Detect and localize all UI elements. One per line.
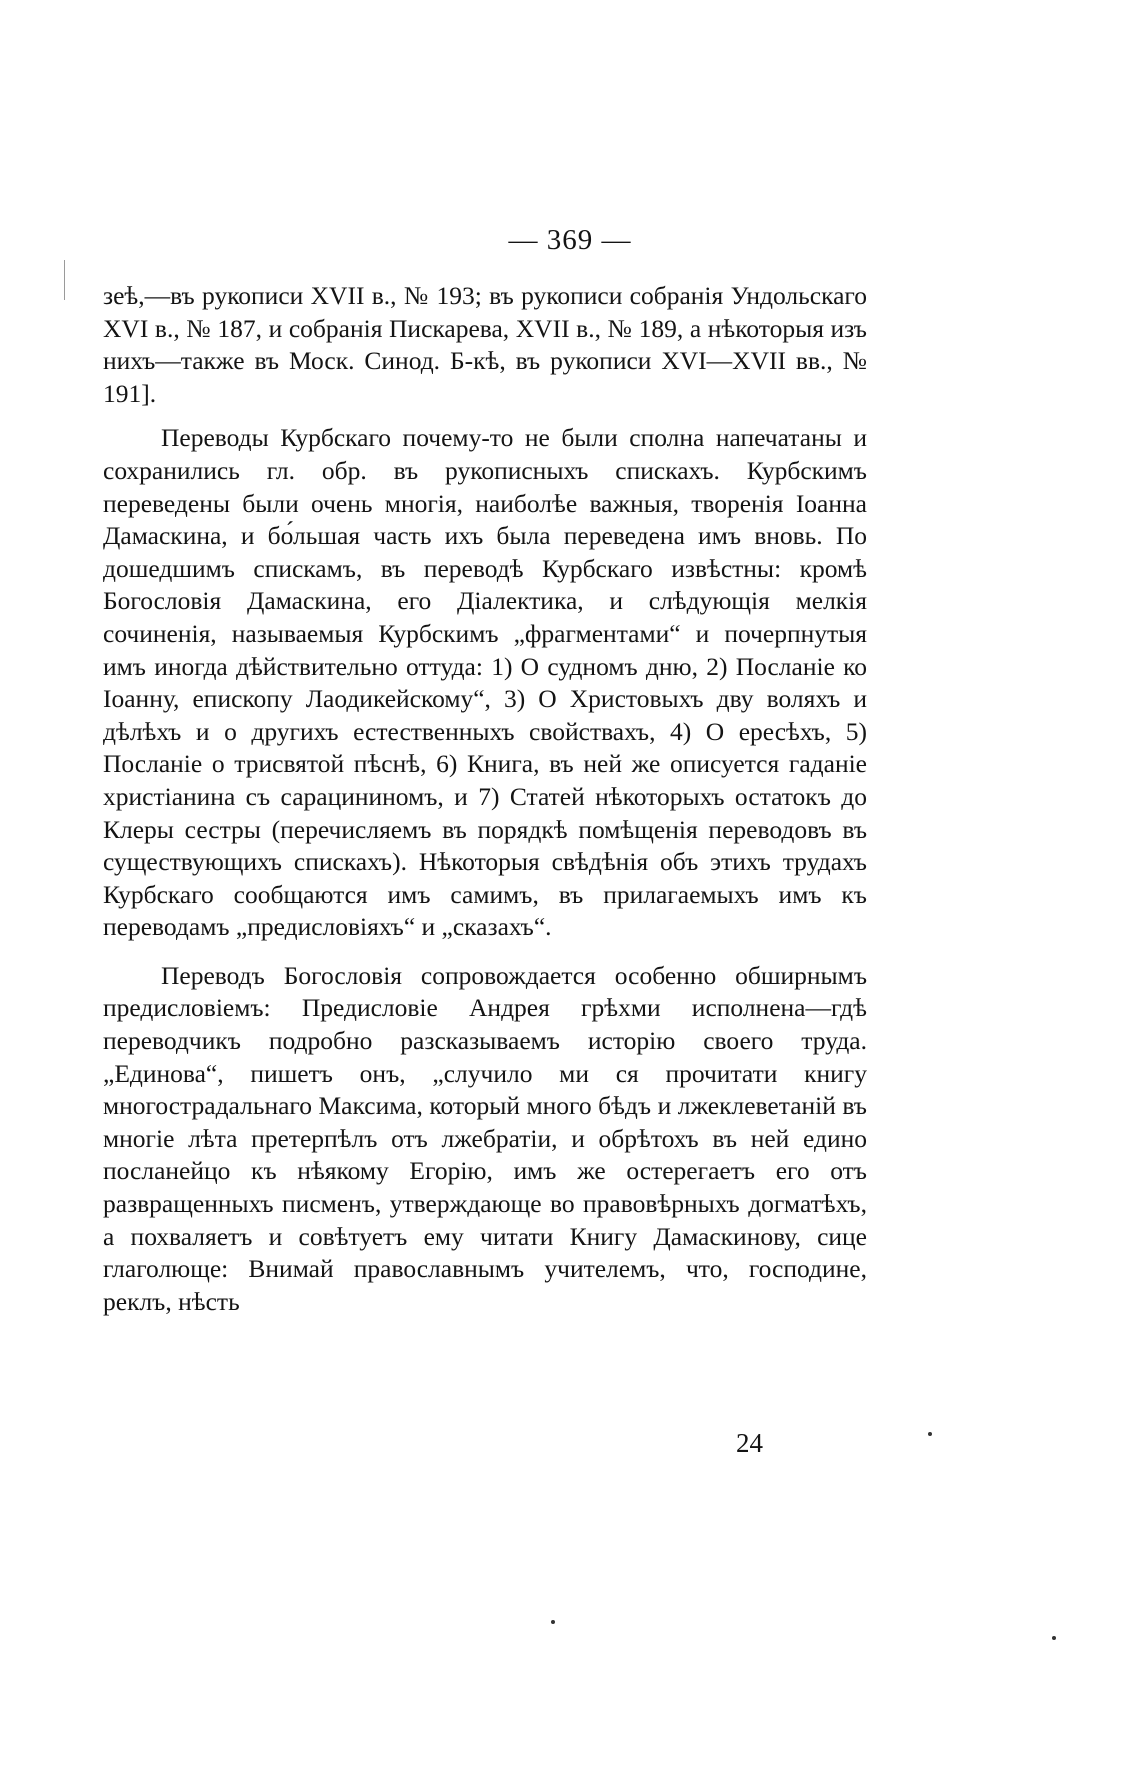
paragraph-continuation: зеѣ,—въ рукописи XVII в., № 193; въ рукописи собранія Ундольскаго XVI в., № 187, и собранія Пискарева, XVII в., № 189, а нѣкоторыя изъ нихъ—также въ Моск. Синод. Б-кѣ, въ рукописи XVI—XVII вв., № 191]. [103,281,867,408]
paragraph-translations: Переводы Курбскаго почему-то не были сполна напечатаны и сохранились гл. обр. въ рукописныхъ спискахъ. Курбскимъ переведены были очень многія, наиболѣе важныя, творенія Іоанна Дамаскина, и бо́льшая часть ихъ была переведена имъ вновь. По дошедшимъ спискамъ, въ переводѣ Курбскаго извѣстны: кромѣ Богословія Дамаскина, его Діалектика, и слѣдующія мелкія сочиненія, называемыя Курбскимъ „фрагментами“ и почерпнутыя имъ иногда дѣйствительно оттуда: 1) О судномъ дню, 2) Посланіе ко Іоанну, епископу Лаодикейскому“, 3) О Христовыхъ дву воляхъ и дѣлѣхъ и о другихъ естественныхъ свойствахъ, 4) О ересѣхъ, 5) Посланіе о трисвятой пѣснѣ, 6) Книга, въ ней же описуется гаданіе христіанина съ сарацининомъ, и 7) Статей нѣкоторыхъ остатокъ до Клеры сестры (перечисляемъ въ порядкѣ помѣщенія переводовъ въ существующихъ спискахъ). Нѣкоторыя свѣдѣнія объ этихъ трудахъ Курбскаго сообщаются имъ самимъ, въ прилагаемыхъ имъ къ переводамъ „предисловіяхъ“ и „сказахъ“. [103,423,867,942]
edge-dot [928,1432,932,1436]
page-number: — 369 — [508,224,632,256]
margin-rule [64,260,65,300]
edge-dot [551,1620,555,1624]
signature-mark: 24 [736,1428,763,1458]
paragraph-theology-preface: Переводъ Богословія сопровождается особенно обширнымъ предисловіемъ: Предисловіе Андрея грѣхми исполнена—гдѣ переводчикъ подробно разсказываемъ исторію своего труда. „Единова“, пишетъ онъ, „случило ми ся прочитати книгу многострадальнаго Максима, который много бѣдъ и лжеклеветаній въ многіе лѣта претерпѣлъ отъ лжебратіи, и обрѣтохъ въ ней едино посланейцо къ нѣякому Егорію, имъ же остерегаетъ его отъ развращенныхъ писменъ, утверждающе во правовѣрныхъ догматѣхъ, а похваляетъ и совѣтуетъ ему читати Книгу Дамаскинову, сице глаголюще: Внимай православнымъ учителемъ, что, господине, реклъ, нѣсть [103,960,867,1316]
edge-dot [1052,1636,1056,1640]
body-text [103,280,867,1318]
